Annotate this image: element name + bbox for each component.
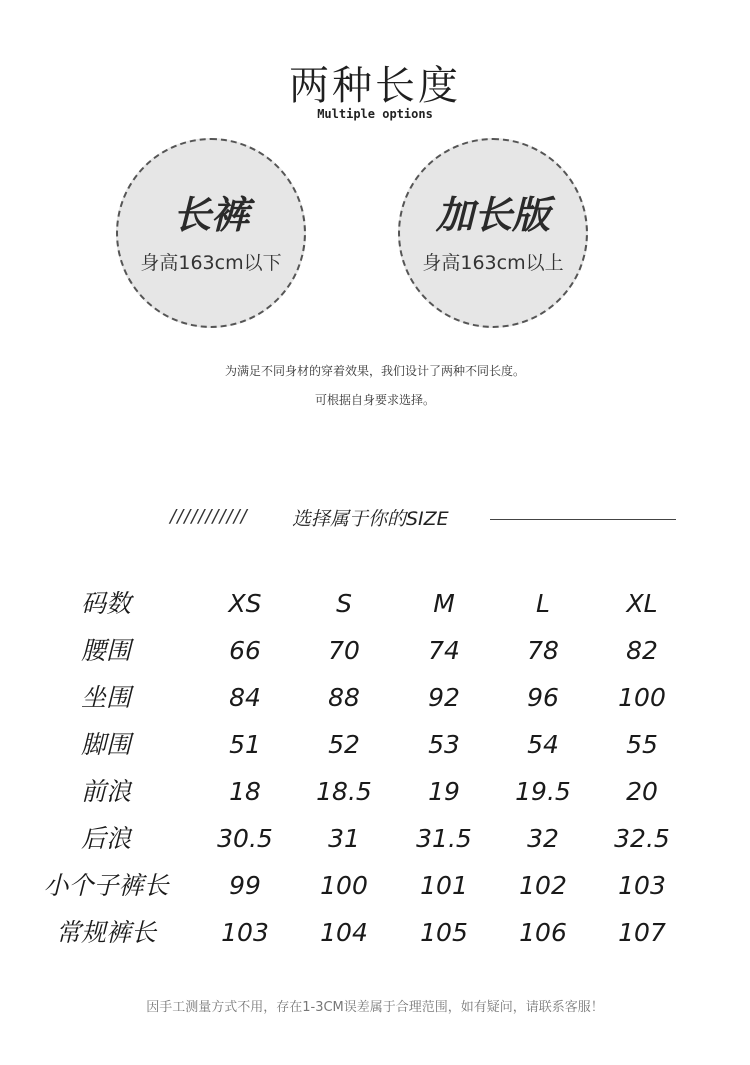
table-cell: 30.5 (217, 824, 273, 853)
option-badge-regular (116, 138, 306, 328)
table-header-row (40, 580, 710, 627)
note-line-2: 可根据自身要求选择。 (314, 393, 435, 407)
table-cell: 104 (320, 918, 368, 947)
page-subtitle: Multiple options (317, 107, 433, 121)
table-cell: 100 (618, 683, 666, 712)
table-header-cell: S (336, 589, 352, 618)
table-cell: 66 (229, 636, 261, 665)
row-label: 脚围 (80, 730, 131, 759)
disclaimer-footer: 因手工测量方式不用，存在1-3CM误差属于合理范围，如有疑问，请联系客服！ (146, 1000, 604, 1015)
table-cell: 103 (618, 871, 666, 900)
table-cell: 103 (221, 918, 269, 947)
decorative-slashes: /////////// (170, 506, 248, 527)
table-cell: 19 (428, 777, 460, 806)
table-cell: 18 (229, 777, 261, 806)
table-cell: 53 (428, 730, 460, 759)
note-line-1: 为满足不同身材的穿着效果，我们设计了两种不同长度。 (224, 364, 525, 378)
table-cell: 107 (618, 918, 666, 947)
table-header-cell: XL (626, 589, 658, 618)
row-label: 坐围 (80, 683, 131, 712)
table-cell: 31.5 (416, 824, 472, 853)
option-desc: 身高163cm以下 (140, 252, 282, 274)
table-cell: 84 (229, 683, 261, 712)
table-cell: 99 (229, 871, 261, 900)
table-header-cell: M (433, 589, 455, 618)
table-cell: 100 (320, 871, 368, 900)
table-cell: 19.5 (515, 777, 571, 806)
table-row (40, 862, 710, 909)
table-cell: 32.5 (614, 824, 670, 853)
table-header-cell: 码数 (80, 589, 131, 618)
table-cell: 88 (328, 683, 360, 712)
table-cell: 54 (527, 730, 559, 759)
row-label: 小个子裤长 (43, 871, 169, 900)
table-row (40, 721, 710, 768)
table-cell: 92 (428, 683, 460, 712)
row-label: 前浪 (80, 777, 131, 806)
table-cell: 101 (420, 871, 468, 900)
table-cell: 96 (527, 683, 559, 712)
table-cell: 78 (527, 636, 559, 665)
table-cell: 18.5 (316, 777, 372, 806)
table-cell: 105 (420, 918, 468, 947)
page-title: 两种长度 (289, 63, 461, 109)
table-cell: 74 (428, 636, 460, 665)
size-table (40, 580, 710, 956)
row-label: 常规裤长 (55, 918, 156, 947)
table-row (40, 674, 710, 721)
table-cell: 70 (328, 636, 360, 665)
table-row (40, 909, 710, 956)
row-label: 腰围 (80, 636, 131, 665)
table-cell: 31 (328, 824, 360, 853)
table-row (40, 627, 710, 674)
table-cell: 55 (626, 730, 658, 759)
table-cell: 82 (626, 636, 658, 665)
table-row (40, 815, 710, 862)
option-name: 加长版 (435, 193, 550, 237)
option-name: 长裤 (172, 193, 249, 237)
table-header-cell: XS (228, 589, 262, 618)
table-row (40, 768, 710, 815)
size-section-label: 选择属于你的SIZE (292, 508, 449, 530)
table-cell: 20 (626, 777, 658, 806)
table-header-cell: L (536, 589, 550, 618)
table-cell: 51 (229, 730, 261, 759)
table-cell: 52 (328, 730, 360, 759)
row-label: 后浪 (80, 824, 131, 853)
table-cell: 106 (519, 918, 567, 947)
table-cell: 102 (519, 871, 567, 900)
divider-line (490, 519, 676, 520)
option-badge-long (398, 138, 588, 328)
table-cell: 32 (527, 824, 559, 853)
option-desc: 身高163cm以上 (422, 252, 564, 274)
